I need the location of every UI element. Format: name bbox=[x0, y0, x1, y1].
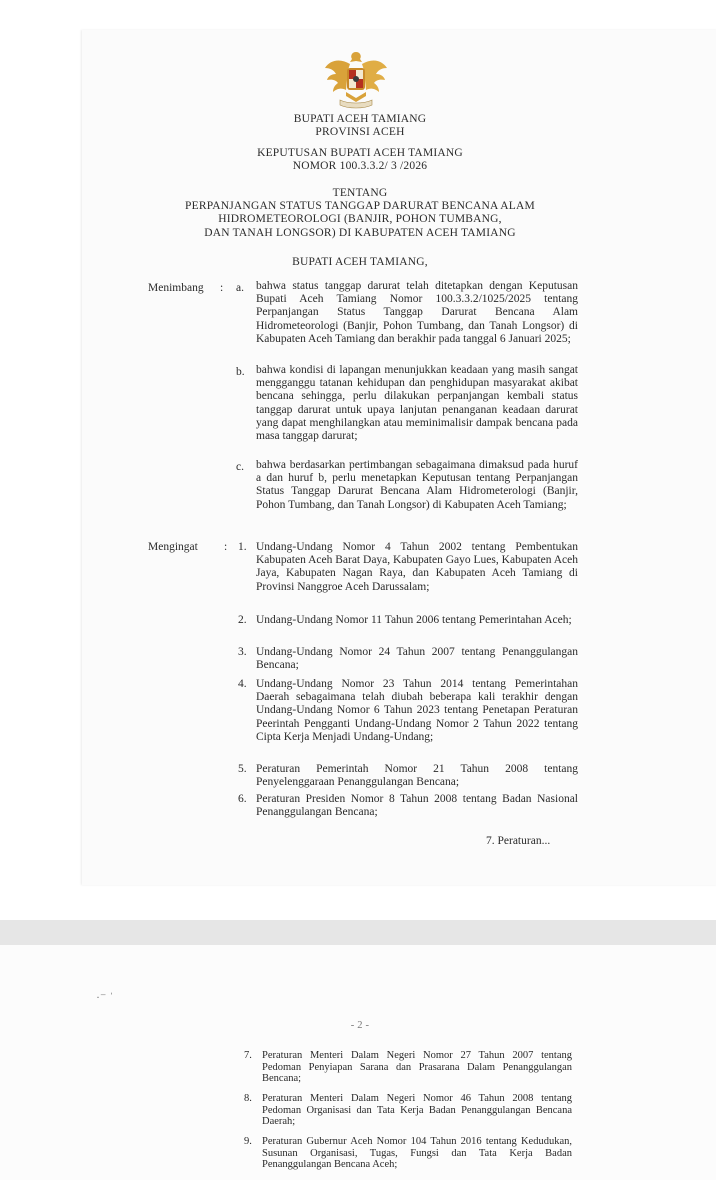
subject-line-1: PERPANJANGAN STATUS TANGGAP DARURAT BENCANA ALAM bbox=[185, 200, 535, 212]
page-number: - 2 - bbox=[350, 1020, 370, 1031]
continuation-marker: 7. Peraturan... bbox=[486, 835, 551, 847]
menimbang-label: Menimbang bbox=[148, 282, 204, 294]
consideration-c: bahwa berdasarkan pertimbangan sebagaimana dimaksud pada huruf a dan huruf b, perlu menetapkan Keputusan tentang Perpanjangan Status Tanggap Darurat Bencana Alam Hidrometerologi (Banjir, Pohon Tumbang, dan Tanah Longsor) di Kabupaten Aceh Tamiang; bbox=[256, 459, 578, 511]
item-marker: 7. bbox=[244, 1050, 252, 1061]
authority-heading: BUPATI ACEH TAMIANG, bbox=[292, 256, 428, 268]
province-title: PROVINSI ACEH bbox=[315, 126, 405, 138]
menimbang-colon: : bbox=[220, 282, 224, 294]
mengingat-label: Mengingat bbox=[148, 541, 198, 553]
consideration-b: bahwa kondisi di lapangan menunjukkan keadaan yang masih sangat mengganggu tatanan kehidupan dan penghidupan masyarakat akibat bencana sehingga, perlu dilakukan perpanjangan kembali status tanggap darurat untuk upaya lanjutan penanganan keadaan darurat yang dapat menghilangkan atau meminimalisir dampak bencana pada masa tanggap darurat; bbox=[256, 364, 578, 443]
legal-basis-6: Peraturan Presiden Nomor 8 Tahun 2008 tentang Badan Nasional Penanggulangan Bencana; bbox=[256, 793, 578, 819]
regent-title: BUPATI ACEH TAMIANG bbox=[293, 113, 427, 125]
about-heading: TENTANG bbox=[332, 187, 388, 199]
item-marker: b. bbox=[236, 366, 245, 378]
legal-basis-7: Peraturan Menteri Dalam Negeri Nomor 27 Tahun 2007 tentang Pedoman Penyiapan Sarana dan Prasarana Dalam Penanggulangan Bencana; bbox=[262, 1050, 572, 1084]
legal-basis-3: Undang-Undang Nomor 24 Tahun 2007 tentang Penanggulangan Bencana; bbox=[256, 646, 578, 672]
legal-basis-4: Undang-Undang Nomor 23 Tahun 2014 tentang Pemerintahan Daerah sebagaimana telah diubah beberapa kali terakhir dengan Undang-Undang Nomor 6 Tahun 2023 tentang Penetapan Peraturan Peerintah Pengganti Undang-Undang Nomor 2 Tahun 2022 tentang Cipta Kerja Menjadi Undang-Undang; bbox=[256, 678, 578, 743]
subject-line-2: HIDROMETEOROLOGI (BANJIR, POHON TUMBANG, bbox=[218, 213, 502, 225]
legal-basis-8: Peraturan Menteri Dalam Negeri Nomor 46 Tahun 2008 tentang Pedoman Organisasi dan Tata Kerja Badan Penanggulangan Bencana Daerah; bbox=[262, 1093, 572, 1127]
item-marker: 1. bbox=[238, 541, 247, 553]
garuda-emblem-icon bbox=[322, 48, 390, 112]
mengingat-colon: : bbox=[224, 541, 228, 553]
item-marker: 5. bbox=[238, 763, 247, 775]
item-marker: 9. bbox=[244, 1136, 252, 1147]
legal-basis-5: Peraturan Pemerintah Nomor 21 Tahun 2008 tentang Penyelenggaraan Penanggulangan Bencana; bbox=[256, 763, 578, 789]
item-marker: c. bbox=[236, 461, 244, 473]
legal-basis-2: Undang-Undang Nomor 11 Tahun 2006 tentang Pemerintahan Aceh; bbox=[256, 614, 572, 626]
legal-basis-1: Undang-Undang Nomor 4 Tahun 2002 tentang Pembentukan Kabupaten Aceh Barat Daya, Kabupaten Gayo Lues, Kabupaten Aceh Jaya, Kabupaten Nagan Raya, dan Kabupaten Aceh Tamiang di Provinsi Nanggroe Aceh Darussalam; bbox=[256, 541, 578, 593]
item-marker: 8. bbox=[244, 1093, 252, 1104]
decree-number: NOMOR 100.3.3.2/ 3 /2026 bbox=[292, 160, 428, 172]
legal-basis-9: Peraturan Gubernur Aceh Nomor 104 Tahun 2016 tentang Kedudukan, Susunan Organisasi, Tugas, Fungsi dan Tata Kerja Badan Penanggulangan Bencana Aceh; bbox=[262, 1136, 572, 1170]
item-marker: 4. bbox=[238, 678, 247, 690]
item-marker: 2. bbox=[238, 614, 247, 626]
scan-speck: ·⁻ ˈ bbox=[96, 990, 114, 1004]
item-marker: 3. bbox=[238, 646, 247, 658]
consideration-a: bahwa status tanggap darurat telah ditetapkan dengan Keputusan Bupati Aceh Tamiang Nomor 100.3.3.2/1025/2025 tentang Perpanjangan Status Tanggap Darurat Bencana Alam Hidrometeorologi (Banjir, Pohon Tumbang, dan Tanah Longsor) di Kabupaten Aceh Tamiang dan berakhir pada tanggal 6 Januari 2025; bbox=[256, 280, 578, 345]
item-marker: a. bbox=[236, 282, 244, 294]
decree-title: KEPUTUSAN BUPATI ACEH TAMIANG bbox=[257, 147, 463, 159]
item-marker: 6. bbox=[238, 793, 247, 805]
page-gap bbox=[0, 920, 716, 945]
subject-line-3: DAN TANAH LONGSOR) DI KABUPATEN ACEH TAMIANG bbox=[204, 227, 516, 239]
